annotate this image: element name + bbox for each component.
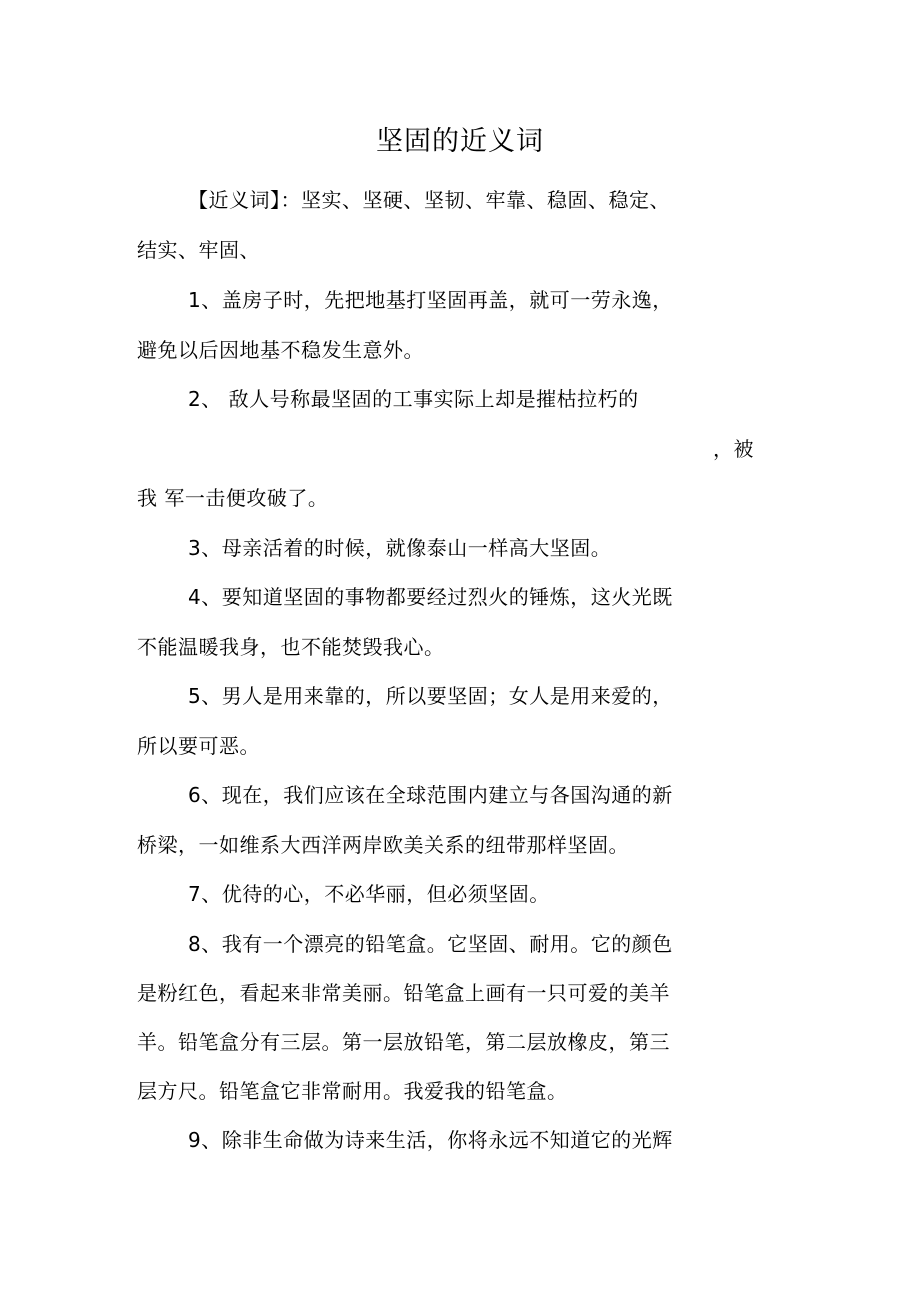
- example-7-line-1: 7、优待的心，不必华丽，但必须坚固。: [188, 882, 550, 906]
- example-2-line-2: ，被: [713, 437, 754, 461]
- example-1-line-2: 避免以后因地基不稳发生意外。: [137, 338, 424, 362]
- example-8-line-2: 是粉红色，看起来非常美丽。铅笔盒上画有一只可爱的美羊: [137, 981, 670, 1005]
- synonyms-line-1: 【近义词】：坚实、坚硬、坚韧、牢靠、稳固、稳定、: [188, 188, 670, 212]
- example-9-line-1: 9、除非生命做为诗来生活，你将永远不知道它的光辉: [188, 1128, 673, 1152]
- example-8-line-3: 羊。铅笔盒分有三层。第一层放铅笔，第二层放橡皮，第三: [137, 1030, 670, 1054]
- document-title: 坚固的近义词: [376, 126, 544, 157]
- example-3-line-1: 3、母亲活着的时候，就像泰山一样高大坚固。: [188, 536, 612, 560]
- example-5-line-2: 所以要可恶。: [137, 734, 260, 758]
- example-1-line-1: 1、盖房子时，先把地基打坚固再盖，就可一劳永逸，: [188, 288, 673, 312]
- example-6-line-1: 6、现在，我们应该在全球范围内建立与各国沟通的新: [188, 783, 673, 807]
- example-2-line-1: 2、 敌人号称最坚固的工事实际上却是摧枯拉朽的: [188, 387, 639, 411]
- example-2-line-3: 我 军一击便攻破了。: [137, 486, 329, 510]
- example-8-line-1: 8、我有一个漂亮的铅笔盒。它坚固、耐用。它的颜色: [188, 932, 673, 956]
- example-8-line-4: 层方尺。铅笔盒它非常耐用。我爱我的铅笔盒。: [137, 1079, 568, 1103]
- example-6-line-2: 桥梁，一如维系大西洋两岸欧美关系的纽带那样坚固。: [137, 833, 629, 857]
- example-4-line-2: 不能温暖我身，也不能焚毁我心。: [137, 635, 445, 659]
- example-4-line-1: 4、要知道坚固的事物都要经过烈火的锤炼，这火光既: [188, 585, 673, 609]
- example-5-line-1: 5、男人是用来靠的，所以要坚固；女人是用来爱的，: [188, 684, 673, 708]
- synonyms-line-2: 结实、牢固、: [137, 238, 260, 262]
